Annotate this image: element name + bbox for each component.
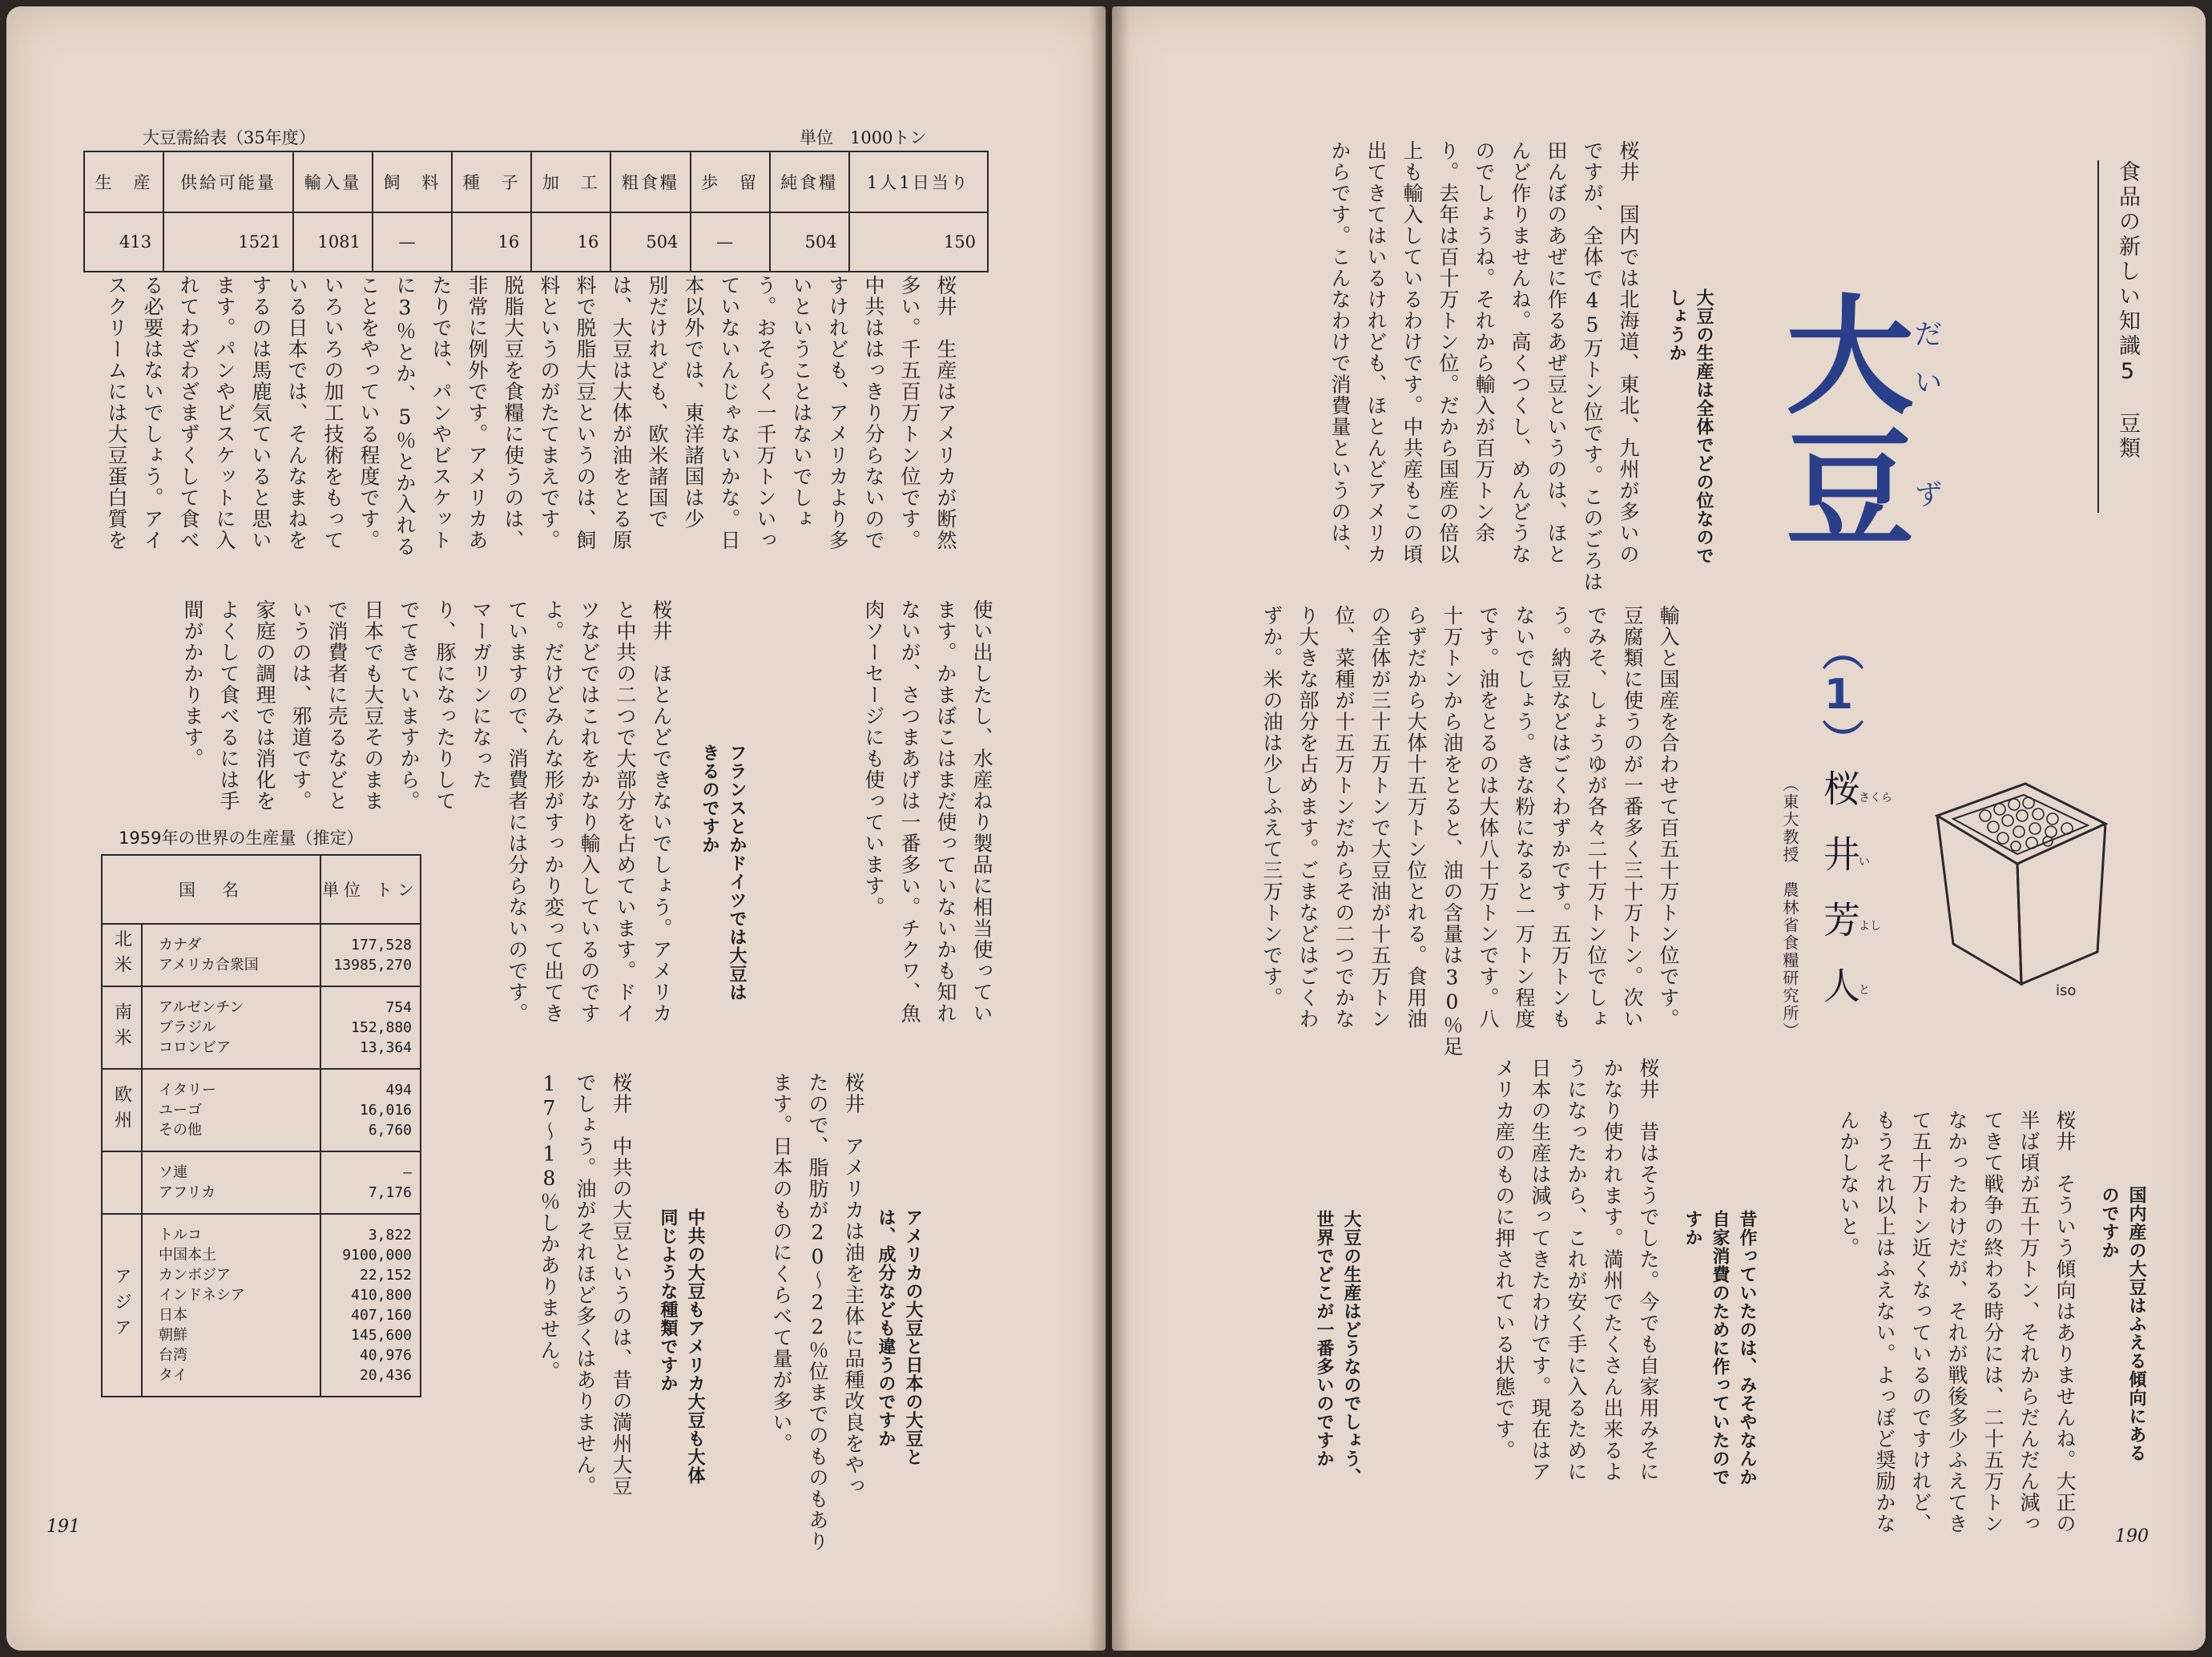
text-line: に3％とか、5％とか入れる [393, 275, 417, 558]
text-line: ます。かまぼこはまだ使っていないかも知れ [934, 599, 957, 1024]
world-table-country: 日本 [159, 1307, 187, 1324]
text-line: しょうか [1666, 288, 1686, 362]
question-production [1662, 288, 1717, 609]
text-line: 料で脱脂大豆というのは、飼 [574, 275, 597, 551]
supply-table-value-cell: 150 [849, 212, 988, 272]
text-line: ないが、さつまあげは一番多い。チクワ、魚 [898, 599, 921, 1024]
text-line: ないでしょう。きな粉になると一万トン程度 [1513, 605, 1536, 1030]
text-line: 上も輸入しているわけです。中共産もこの頃 [1400, 140, 1424, 565]
text-line: で消費者に売るなどと [325, 599, 349, 812]
supply-table-value-cell: 504 [770, 212, 849, 272]
text-line: するのは馬鹿気ていると思い [249, 275, 272, 551]
world-table-value: 3,822 [368, 1227, 412, 1244]
world-table-country: 台湾 [159, 1347, 187, 1364]
world-table-value: 7,176 [368, 1184, 412, 1201]
text-line: スクリームには大豆蛋白質を [105, 275, 128, 551]
world-table-country: 中国本土 [159, 1247, 216, 1264]
world-table-country: 朝鮮 [159, 1327, 187, 1344]
text-line: 桜井 アメリカは油を主体に品種改良をやっ [842, 1072, 865, 1497]
text-line: れてわざわざまずくして食べ [177, 275, 200, 551]
supply-table-value-row [84, 212, 988, 272]
left-page [6, 6, 1106, 1651]
text-line: たりでは、パンやビスケット [429, 275, 453, 551]
question-china [654, 1208, 708, 1529]
question-miso [1678, 1210, 1760, 1530]
text-line: 日本でも大豆そのまま [361, 599, 385, 812]
text-line: 自家消費のために作っていたので [1710, 1210, 1730, 1486]
text-line: り。去年は百十万トン位。だから国産の倍以 [1436, 140, 1460, 565]
text-block-production [1246, 140, 1646, 653]
book-gutter [1090, 6, 1130, 1651]
supply-table-header-row [84, 151, 988, 212]
world-table-value: 20,436 [359, 1367, 412, 1384]
text-line: 料というのがたてまえです。 [538, 275, 561, 551]
text-block-china-answer [527, 1072, 639, 1521]
world-table-country: コロンビア [159, 1039, 231, 1056]
world-table-country: ソ連 [159, 1164, 187, 1181]
world-table-region: 欧州 [102, 1069, 142, 1151]
text-line: マーガリンになった [469, 599, 493, 791]
supply-table-unit: 単位 1000トン [800, 128, 927, 147]
text-line: 肉ソーセージにも使っています。 [862, 599, 885, 918]
supply-table-value-cell: 504 [610, 212, 690, 272]
world-table-country: カナダ [159, 937, 202, 953]
world-table-country: トルコ [159, 1227, 202, 1244]
text-line: いる日本では、そんなまねを [285, 275, 308, 551]
world-table-country: イタリー [159, 1082, 216, 1099]
article-number: （1） [1815, 629, 1863, 760]
text-line: ずか。米の油は少しふえて三万トンです。 [1260, 605, 1283, 1009]
world-table-region [102, 1151, 142, 1214]
world-table-country: アルゼンチン [159, 999, 244, 1016]
text-line: 大豆の生産はどうなのでしょう、 [1341, 1210, 1361, 1486]
text-line: 使い出したし、水産ねり製品に相当使ってい [970, 599, 993, 1024]
world-table-country: ユーゴ [159, 1102, 202, 1119]
supply-table-header-cell: 飼 料 [373, 151, 452, 212]
text-line: 脱脂大豆を食糧に使うのは、 [502, 275, 525, 551]
question-america [872, 1208, 926, 1529]
supply-table-header-cell: 供給可能量 [163, 151, 293, 212]
text-line: 豆腐類に使うのが一番多く三十万トン。次い [1621, 605, 1644, 1030]
world-table-title: 1959年の世界の生産量（推定） [119, 828, 364, 848]
world-table-country: カンボジア [159, 1267, 231, 1284]
author-ruby-4: と [1859, 984, 1870, 997]
world-table-value: 22,152 [359, 1267, 412, 1284]
question-domestic [2095, 1186, 2150, 1506]
world-table-value: 145,600 [351, 1327, 412, 1344]
text-line: 大豆の生産は全体でどの位なので [1694, 288, 1714, 565]
author-name: 桜井芳人 [1818, 769, 1861, 1032]
text-line: 田んぼのあぜに作るあぜ豆というのは、ほと [1545, 140, 1568, 565]
text-block-america-answer [759, 1072, 872, 1552]
text-line: でてきていますから。 [397, 599, 421, 812]
text-line: よくして食べるには手 [217, 599, 240, 812]
world-table-value: 6,760 [368, 1122, 412, 1139]
text-line: うになったから、これが安く手に入るために [1565, 1058, 1588, 1482]
text-line: て五十万トン近くなっているのですけれど、 [1909, 1110, 1932, 1534]
world-table-value: 494 [385, 1082, 412, 1099]
text-line: ツなどではこれをかなり輸入しているのです [578, 599, 601, 1024]
text-line: 中共の大豆もアメリカ大豆も大体 [685, 1208, 705, 1485]
world-table-country: その他 [159, 1122, 202, 1139]
text-line: なかったわけだが、それが戦後多少ふえてき [1945, 1110, 1968, 1534]
series-header [2097, 160, 2139, 513]
author-ruby-2: い [1859, 856, 1870, 869]
text-line: 別だけれども、欧米諸国で [646, 275, 669, 530]
text-line: 出てきてはいるけれども、ほとんどアメリカ [1364, 140, 1388, 565]
text-line: いということはないでしょ [790, 275, 813, 530]
supply-table-value-cell: — [691, 212, 770, 272]
text-line: う。おそらく一千万トンいっ [754, 275, 777, 551]
supply-table-header-cell: 粗食糧 [610, 151, 690, 212]
supply-demand-table [83, 151, 989, 272]
text-line: のでしょうね。それから輸入が百万トン余 [1473, 140, 1496, 544]
supply-table-value-cell: 1081 [293, 212, 373, 272]
author-affiliation: （東大教授 農林省食糧研究所） [1780, 776, 1799, 1040]
text-line: は、成分なども違うのですか [876, 1208, 896, 1448]
text-line: です。油をとるのは大体八十万トンです。八 [1477, 605, 1500, 1030]
world-table-value: 40,976 [359, 1347, 412, 1364]
text-line: 非常に例外です。アメリカあ [465, 275, 489, 551]
question-france [695, 744, 750, 1002]
text-line: よ。だけどみんな形がすっかり変って出てき [542, 599, 565, 1024]
title-ruby-1: だ [1915, 319, 1942, 351]
author-ruby-1: さくら [1859, 792, 1892, 804]
supply-table-header-cell: 加 工 [531, 151, 610, 212]
text-line: フランスとかドイツでは大豆は [727, 744, 747, 1002]
text-line: アメリカの大豆と日本の大豆と [903, 1208, 923, 1466]
supply-table-header-cell: 種 子 [452, 151, 531, 212]
supply-table-value-cell: 413 [84, 212, 163, 272]
text-line: ですが、全体で45万トン位です。このごろは [1581, 140, 1604, 593]
title-ruby-3: ず [1915, 479, 1942, 511]
text-line: 家庭の調理では消化を [253, 599, 276, 812]
text-line: 桜井 そういう傾向はありませんね。大正の [2053, 1110, 2077, 1534]
text-line: メリカ産のものに押されている状態です。 [1493, 1058, 1516, 1461]
author-ruby-3: よし [1859, 920, 1881, 933]
world-table-country: ブラジル [159, 1019, 216, 1036]
text-line: でみそ、しょうゆが各々二十万トン位でしょ [1585, 605, 1608, 1030]
text-line: いうのは、邪道です。 [289, 599, 312, 812]
supply-table-value-cell: 1521 [163, 212, 293, 272]
text-line: は、大豆は大体が油をとる原 [610, 275, 633, 551]
world-table-country: アメリカ合衆国 [159, 957, 259, 974]
title-ruby-2: い [1915, 367, 1942, 399]
supply-table-value-cell: 16 [531, 212, 610, 272]
world-table-value: 13,364 [359, 1039, 412, 1056]
world-table-countries [142, 1214, 320, 1397]
text-block-domestic [1819, 1110, 2083, 1623]
world-table-country: タイ [159, 1367, 187, 1384]
world-table-value: 407,160 [351, 1307, 412, 1324]
text-line: る必要はないでしょう。アイ [141, 275, 164, 551]
text-line: 位、菜種が十五万トンだからその二つでかな [1332, 605, 1356, 1030]
supply-table-value-cell: — [373, 212, 452, 272]
text-line: 桜井 昔はそうでした。今でも自家用みそに [1637, 1058, 1660, 1482]
text-line: 世界でどこが一番多いのですか [1314, 1210, 1334, 1468]
question-world [1310, 1210, 1364, 1546]
world-table-value: 410,800 [351, 1287, 412, 1304]
text-line: ます。パンやビスケットに入 [213, 275, 236, 551]
text-line: かなり使われます。満州でたくさん出来るよ [1601, 1058, 1624, 1482]
world-table-group-row [102, 1151, 421, 1214]
text-line: 昔作っていたのは、みそやなんか [1737, 1210, 1757, 1486]
text-line: と中共の二つで大部分を占めています。ドイ [614, 599, 637, 1024]
world-table-value: — [403, 1164, 412, 1181]
text-line: 桜井 国内では北海道、東北、九州が多いの [1617, 140, 1640, 565]
world-table-country: アフリカ [159, 1184, 216, 1201]
text-line: ます。日本のものにくらべて量が多い。 [770, 1072, 793, 1454]
text-line: 桜井 ほとんどできないでしょう。アメリカ [650, 599, 673, 1024]
text-line: てきて戦争の終わる時分には、二十五万トン [1981, 1110, 2004, 1534]
text-line: からです。こんなわけで消費量というのは、 [1328, 140, 1352, 565]
text-line: のですか [2099, 1186, 2119, 1260]
text-line: 中共ははっきり分らないので [862, 275, 885, 551]
text-line: う。納豆などはごくわずかです。五万トンも [1549, 605, 1572, 1030]
article-title: 大豆 [1764, 288, 1914, 554]
supply-table-value-cell: 16 [452, 212, 531, 272]
supply-table-header-cell: 歩 留 [691, 151, 770, 212]
text-line: 桜井 生産はアメリカが断然 [934, 275, 957, 551]
supply-table-header-cell: 生 産 [84, 151, 163, 212]
text-line: の全体が三十五万トンで大豆油が十五万トン [1368, 605, 1392, 1030]
soybean-box-illustration [1921, 768, 2110, 1002]
text-line: 半ば頃が五十万トン、それからだんだん減っ [2017, 1110, 2041, 1534]
world-table-value: 754 [385, 999, 412, 1016]
text-line: たので、脂肪が20～22％位までのものもあり [806, 1072, 829, 1552]
text-line: んかしないと。 [1837, 1110, 1860, 1259]
text-line: 間がかかります。 [181, 599, 204, 769]
world-table-values [320, 1214, 421, 1397]
text-line: 同じような種類ですか [658, 1208, 678, 1393]
text-line: ていますので、消費者には分らないのです。 [506, 599, 529, 1024]
supply-table-header-cell: 純食糧 [770, 151, 849, 212]
text-line: すけれども、アメリカより多 [826, 275, 849, 551]
world-table-value: 9100,000 [342, 1247, 412, 1264]
world-table-value: 16,016 [359, 1102, 412, 1119]
text-line: 本以外では、東洋諸国は少 [682, 275, 705, 530]
text-line: 輸入と国産を合わせて百五十万トン位です。 [1657, 605, 1680, 1030]
text-line: いろいろの加工技術をもって [321, 275, 344, 551]
text-line: んど作りませんね。高くつくし、めんどうな [1509, 140, 1532, 565]
text-line: ことをやっている程度です。 [357, 275, 381, 551]
text-line: り、豚になったりして [433, 599, 457, 812]
supply-table-title: 大豆需給表（35年度） [143, 128, 316, 147]
text-line: 日本の生産は減ってきたわけです。現在はア [1529, 1058, 1552, 1482]
text-line: 桜井 中共の大豆というのは、昔の満州大豆 [610, 1072, 633, 1497]
world-table-group-row [102, 1214, 421, 1397]
text-line: もうそれ以上はふえない。よっぽど奨励かな [1873, 1110, 1896, 1534]
text-line: 十万トンから油をとると、油の含量は30％足 [1440, 605, 1464, 1058]
world-table-region: アジア [102, 1214, 142, 1397]
page-number-right: 190 [2115, 1526, 2149, 1546]
text-line: 国内産の大豆はふえる傾向にある [2126, 1186, 2146, 1462]
text-line: すか [1682, 1210, 1702, 1247]
world-table-value: 13985,270 [333, 957, 412, 974]
world-table-region: 南米 [102, 986, 142, 1069]
world-table-values [320, 1151, 421, 1214]
world-table-country-header: 国 名 [102, 855, 320, 924]
world-table-region: 北米 [102, 924, 142, 986]
text-block-miso [1426, 1058, 1666, 1538]
page-number-left: 191 [46, 1517, 80, 1537]
world-table-unit-header: 単位 トン [320, 855, 421, 924]
text-line: り大きな部分を占めます。ごまなどはごくわ [1296, 605, 1320, 1030]
world-table-value: 152,880 [351, 1019, 412, 1036]
supply-table-header-cell: 輸入量 [293, 151, 373, 212]
world-table-value: 177,528 [351, 937, 412, 953]
text-line: ていないんじゃないかな。日 [718, 275, 741, 551]
text-line: らずだから大体十五万トン位とれる。食用油 [1404, 605, 1428, 1030]
text-line: でしょう。油がそれほど多くはありません。 [574, 1072, 597, 1497]
text-line: 多い。千五百万トン位です。 [898, 275, 921, 551]
sketch-signature: iso [2056, 982, 2077, 999]
text-block-continuation [856, 599, 1000, 1112]
series-title: 食品の新しい知識5 豆類 [2115, 160, 2140, 462]
text-line: 17～18％しかありません。 [538, 1072, 561, 1382]
world-table-countries [142, 1151, 320, 1214]
text-block-consumption [1238, 605, 1686, 1118]
text-line: きるのですか [699, 744, 719, 854]
supply-table-header-cell: 1人1日当り [849, 151, 988, 212]
world-table-country: インドネシア [159, 1287, 245, 1304]
